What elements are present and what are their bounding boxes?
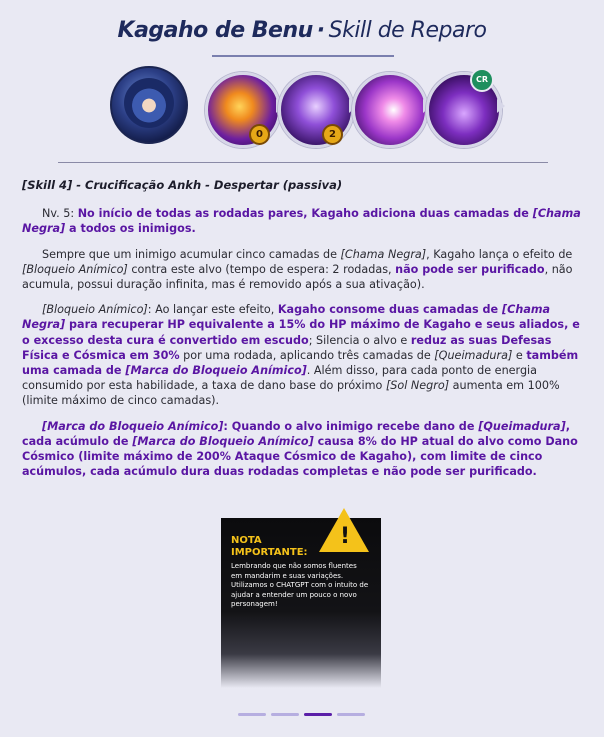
character-portrait-icon[interactable] <box>110 66 188 144</box>
level-badge: 2 <box>322 124 343 145</box>
wing-skill-icon[interactable] <box>352 72 428 148</box>
section-divider <box>58 162 548 163</box>
cr-badge: CR <box>470 68 494 92</box>
footer-strip <box>0 737 604 750</box>
page-dot[interactable] <box>337 713 365 716</box>
title-subtitle: Skill de Reparo <box>328 18 487 43</box>
skill-paragraph-2: Sempre que um inimigo acumular cinco camadas de [Chama Negra], Kagaho lança o efeito de [Bloqueio Anímico] contra este alvo (tempo de espera: 2 rodadas, não pode ser purificado, não acumula, possui duração infinita, mas é removido após a sua ativação). <box>22 247 573 292</box>
important-note-card: ! NOTA IMPORTANTE: Lembrando que não somos fluentes em mandarim e suas variações. Utilizamos o CHATGPT com o intuito de ajudar a entender um pouco o novo personagem! <box>221 518 381 688</box>
page-title <box>0 18 604 43</box>
skill-paragraph-3: [Bloqueio Anímico]: Ao lançar este efeito, Kagaho consome duas camadas de [Chama Negra] para recuperar HP equivalente a 15% do HP máximo de Kagaho e seus aliados, e o excesso desta cura é convertido em escudo; Silencia o alvo e reduz as suas Defesas Física e Cósmica em 30% por uma rodada, aplicando três camadas de [Queimadura] e também uma camada de [Marca do Bloqueio Anímico]. Além disso, para cada ponto de energia consumido por esta habilidade, a taxa de dano base do próximo [Sol Negro] aumenta em 100% (limite máximo de cinco camadas). <box>22 303 580 408</box>
page-dot-active[interactable] <box>304 713 332 716</box>
title-separator: · <box>316 18 325 43</box>
skill-paragraph-4: [Marca do Bloqueio Anímico]: Quando o alvo inimigo recebe dano de [Queimadura], cada acúmulo de [Marca do Bloqueio Anímico] causa 8% do HP atual do alvo como Dano Cósmico (limite máximo de 200% Ataque Cósmico de Kagaho), com limite de cinco acúmulos, cada acúmulo dura duas rodadas completas e não pode ser purificado. <box>22 419 578 479</box>
title-underline <box>212 55 394 57</box>
character-name: Kagaho de Benu <box>117 18 313 43</box>
page-dot[interactable] <box>271 713 299 716</box>
note-title: NOTA IMPORTANTE: <box>231 535 308 558</box>
note-text: Lembrando que não somos fluentes em mandarim e suas variações. Utilizamos o CHATGPT com o intuito de ajudar a entender um pouco o novo personagem! <box>231 562 369 608</box>
skill-icon-row <box>0 66 604 148</box>
skill-description <box>22 178 582 489</box>
page-dot[interactable] <box>238 713 266 716</box>
level-badge: 0 <box>249 124 270 145</box>
skill-heading: [Skill 4] - Crucificação Ankh - Despertar (passiva) <box>22 178 343 192</box>
skill-paragraph-1: Nv. 5: No início de todas as rodadas pares, Kagaho adiciona duas camadas de [Chama Negra] a todos os inimigos. <box>22 207 581 236</box>
